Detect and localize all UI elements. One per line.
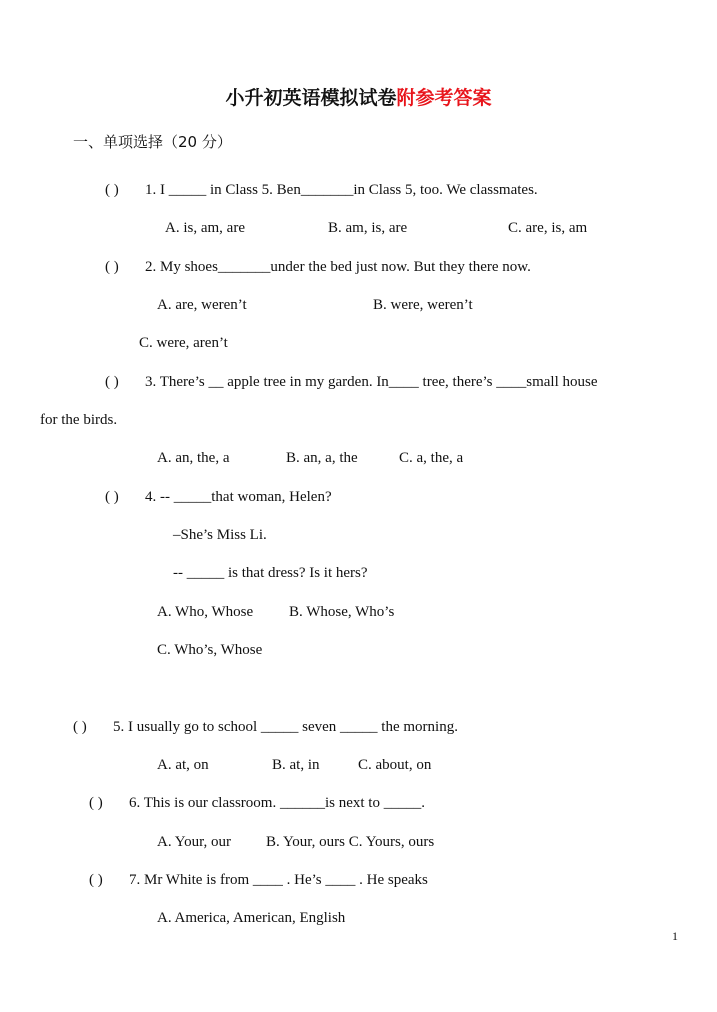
question-6 <box>89 793 425 813</box>
q6-option-a: A. Your, our <box>157 834 231 850</box>
q6-option-bc: B. Your, ours C. Yours, ours <box>266 834 435 850</box>
q7-option-a: A. America, American, English <box>157 910 346 926</box>
q2-option-c: C. were, aren’t <box>139 335 228 351</box>
question-text: 4. -- _____that woman, Helen? <box>145 489 332 505</box>
answer-blank: ( ) <box>105 259 119 275</box>
question-text: 7. Mr White is from ____ . He’s ____ . He speaks <box>129 872 428 888</box>
question-2 <box>105 257 531 277</box>
answer-blank: ( ) <box>105 489 119 505</box>
question-text: 2. My shoes_______under the bed just now. But they there now. <box>145 259 531 275</box>
q1-option-c: C. are, is, am <box>508 220 588 236</box>
q3-option-a: A. an, the, a <box>157 450 230 466</box>
answer-blank: ( ) <box>89 872 103 888</box>
q4-option-b: B. Whose, Who’s <box>289 604 395 620</box>
question-5 <box>73 717 458 737</box>
question-3 <box>105 372 598 392</box>
question-text: 3. There’s __ apple tree in my garden. In____ tree, there’s ____small house <box>145 374 598 390</box>
page-number: 1 <box>672 929 678 943</box>
q4-option-a: A. Who, Whose <box>157 604 254 620</box>
q5-option-a: A. at, on <box>157 757 209 773</box>
question-text: 5. I usually go to school _____ seven _____ the morning. <box>113 719 458 735</box>
question-text: 6. This is our classroom. ______is next to _____. <box>129 795 425 811</box>
q1-option-b: B. am, is, are <box>328 220 408 236</box>
q4-dialogue-line-2: –She’s Miss Li. <box>173 527 267 543</box>
answer-blank: ( ) <box>105 182 119 198</box>
answer-blank: ( ) <box>105 374 119 390</box>
title-answer-note: 附参考答案 <box>396 87 492 109</box>
q5-option-c: C. about, on <box>358 757 432 773</box>
question-7 <box>89 870 428 890</box>
answer-blank: ( ) <box>89 795 103 811</box>
question-4 <box>105 487 332 507</box>
q1-option-a: A. is, am, are <box>165 220 245 236</box>
question-3-continued: for the birds. <box>40 412 118 428</box>
q4-dialogue-line-3: -- _____ is that dress? Is it hers? <box>173 565 368 581</box>
q4-option-c: C. Who’s, Whose <box>157 642 263 658</box>
q2-option-a: A. are, weren’t <box>157 297 247 313</box>
q5-option-b: B. at, in <box>272 757 320 773</box>
question-1 <box>105 180 538 200</box>
page-title <box>0 86 717 110</box>
question-text: 1. I _____ in Class 5. Ben_______in Class 5, too. We classmates. <box>145 182 538 198</box>
q3-option-b: B. an, a, the <box>286 450 358 466</box>
q3-option-c: C. a, the, a <box>399 450 464 466</box>
section-heading: 一、单项选择（20 分） <box>73 133 232 151</box>
answer-blank: ( ) <box>73 719 87 735</box>
title-main: 小升初英语模拟试卷 <box>225 87 397 109</box>
q2-option-b: B. were, weren’t <box>373 297 473 313</box>
